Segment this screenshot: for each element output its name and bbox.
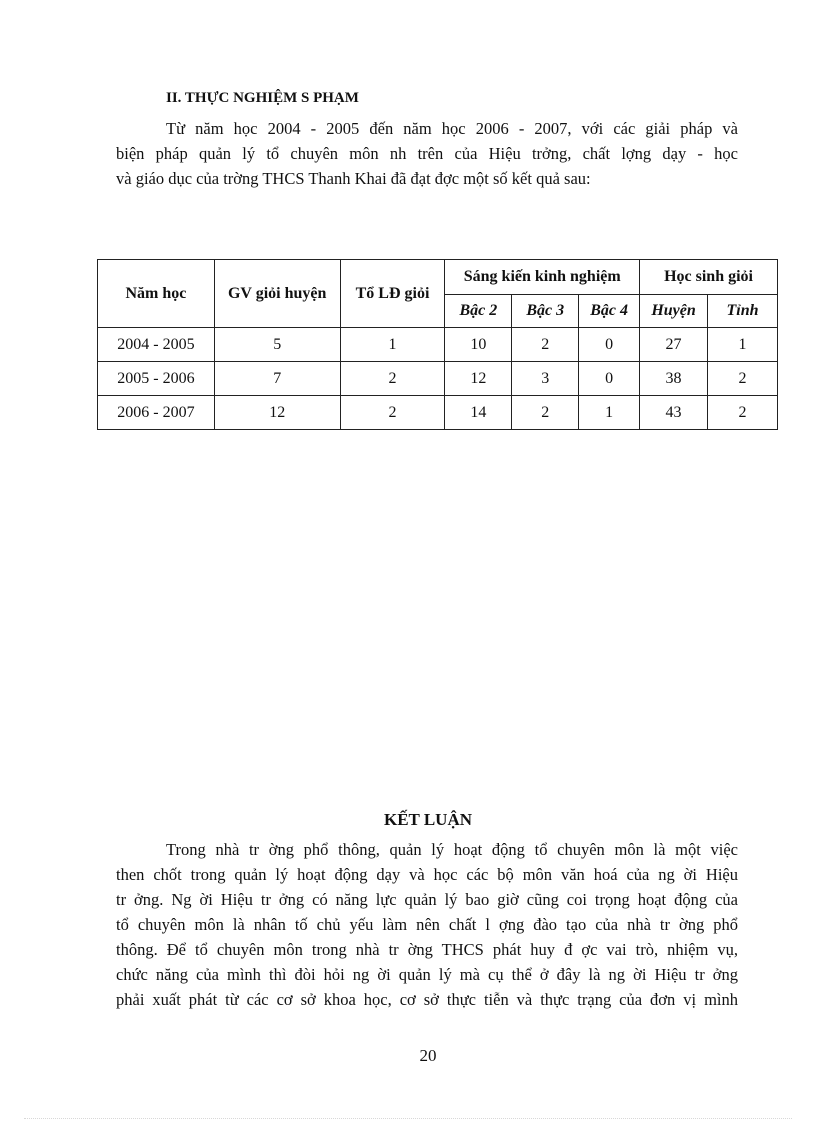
cell-gv: 12 xyxy=(214,396,340,430)
paragraph-line: tổ chuyên môn là nhân tố chủ yếu làm nên chất l ợng đào tạo của nhà tr ờng phổ xyxy=(116,915,738,934)
header-year: Năm học xyxy=(98,260,215,328)
cell-tinh: 2 xyxy=(708,396,778,430)
cell-to: 2 xyxy=(340,362,445,396)
table-row xyxy=(98,328,778,362)
header-to-ld-gioi: Tổ LĐ giỏi xyxy=(340,260,445,328)
header-bac-4: Bậc 4 xyxy=(579,295,640,328)
header-tinh: Tỉnh xyxy=(708,295,778,328)
conclusion-paragraph xyxy=(116,837,738,1012)
cell-huyen: 38 xyxy=(640,362,708,396)
table-header-row xyxy=(98,260,778,295)
cell-to: 1 xyxy=(340,328,445,362)
table-row xyxy=(98,362,778,396)
conclusion-title: KẾT LUẬN xyxy=(383,810,472,829)
page-number: 20 xyxy=(419,1046,437,1065)
cell-tinh: 1 xyxy=(708,328,778,362)
cell-gv: 7 xyxy=(214,362,340,396)
paragraph-line: Trong nhà tr ờng phổ thông, quản lý hoạt động tổ chuyên môn là một việc xyxy=(166,840,738,859)
paragraph-line: và giáo dục của trờng THCS Thanh Khai đã đạt đợc một số kết quả sau: xyxy=(116,169,591,188)
header-huyen: Huyện xyxy=(640,295,708,328)
cell-year: 2006 - 2007 xyxy=(98,396,215,430)
paragraph-line: then chốt trong quản lý hoạt động dạy và học các bộ môn văn hoá của ng ời Hiệu xyxy=(116,865,738,884)
header-hoc-sinh-gioi: Học sinh giỏi xyxy=(640,260,778,295)
results-table xyxy=(97,259,778,430)
paragraph-line: tr ởng. Ng ời Hiệu tr ởng có năng lực quản lý bao giờ cũng coi trọng hoạt động của xyxy=(116,890,738,909)
header-bac-2: Bậc 2 xyxy=(445,295,512,328)
section-heading: II. THỰC NGHIỆM S PHẠM xyxy=(166,90,359,106)
paragraph-line: chức năng của mình thì đòi hỏi ng ời quản lý mà cụ thể ở đây là ng ời Hiệu tr ởng xyxy=(116,965,738,984)
cell-bac2: 10 xyxy=(445,328,512,362)
header-gv-gioi-huyen: GV giỏi huyện xyxy=(214,260,340,328)
cell-huyen: 43 xyxy=(640,396,708,430)
cell-year: 2005 - 2006 xyxy=(98,362,215,396)
cell-bac2: 12 xyxy=(445,362,512,396)
cell-gv: 5 xyxy=(214,328,340,362)
cell-bac2: 14 xyxy=(445,396,512,430)
cell-bac4: 0 xyxy=(579,362,640,396)
cell-bac4: 0 xyxy=(579,328,640,362)
paragraph-line: Từ năm học 2004 - 2005 đến năm học 2006 - 2007, với các giải pháp và xyxy=(166,119,738,138)
cell-to: 2 xyxy=(340,396,445,430)
table-row xyxy=(98,396,778,430)
header-sang-kien: Sáng kiến kinh nghiệm xyxy=(445,260,640,295)
cell-bac3: 2 xyxy=(512,396,579,430)
header-bac-3: Bậc 3 xyxy=(512,295,579,328)
cell-year: 2004 - 2005 xyxy=(98,328,215,362)
cell-bac4: 1 xyxy=(579,396,640,430)
cell-bac3: 2 xyxy=(512,328,579,362)
paragraph-line: phải xuất phát từ các cơ sở khoa học, cơ sở thực tiễn và thực trạng của đơn vị mình xyxy=(116,990,738,1009)
page-bottom-divider xyxy=(24,1118,792,1119)
cell-huyen: 27 xyxy=(640,328,708,362)
paragraph-line: thông. Để tổ chuyên môn trong nhà tr ờng THCS phát huy đ ợc vai trò, nhiệm vụ, xyxy=(116,940,738,959)
paragraph-line: biện pháp quản lý tổ chuyên môn nh trên của Hiệu trởng, chất lợng dạy - học xyxy=(116,144,738,163)
intro-paragraph xyxy=(116,116,738,191)
cell-bac3: 3 xyxy=(512,362,579,396)
cell-tinh: 2 xyxy=(708,362,778,396)
